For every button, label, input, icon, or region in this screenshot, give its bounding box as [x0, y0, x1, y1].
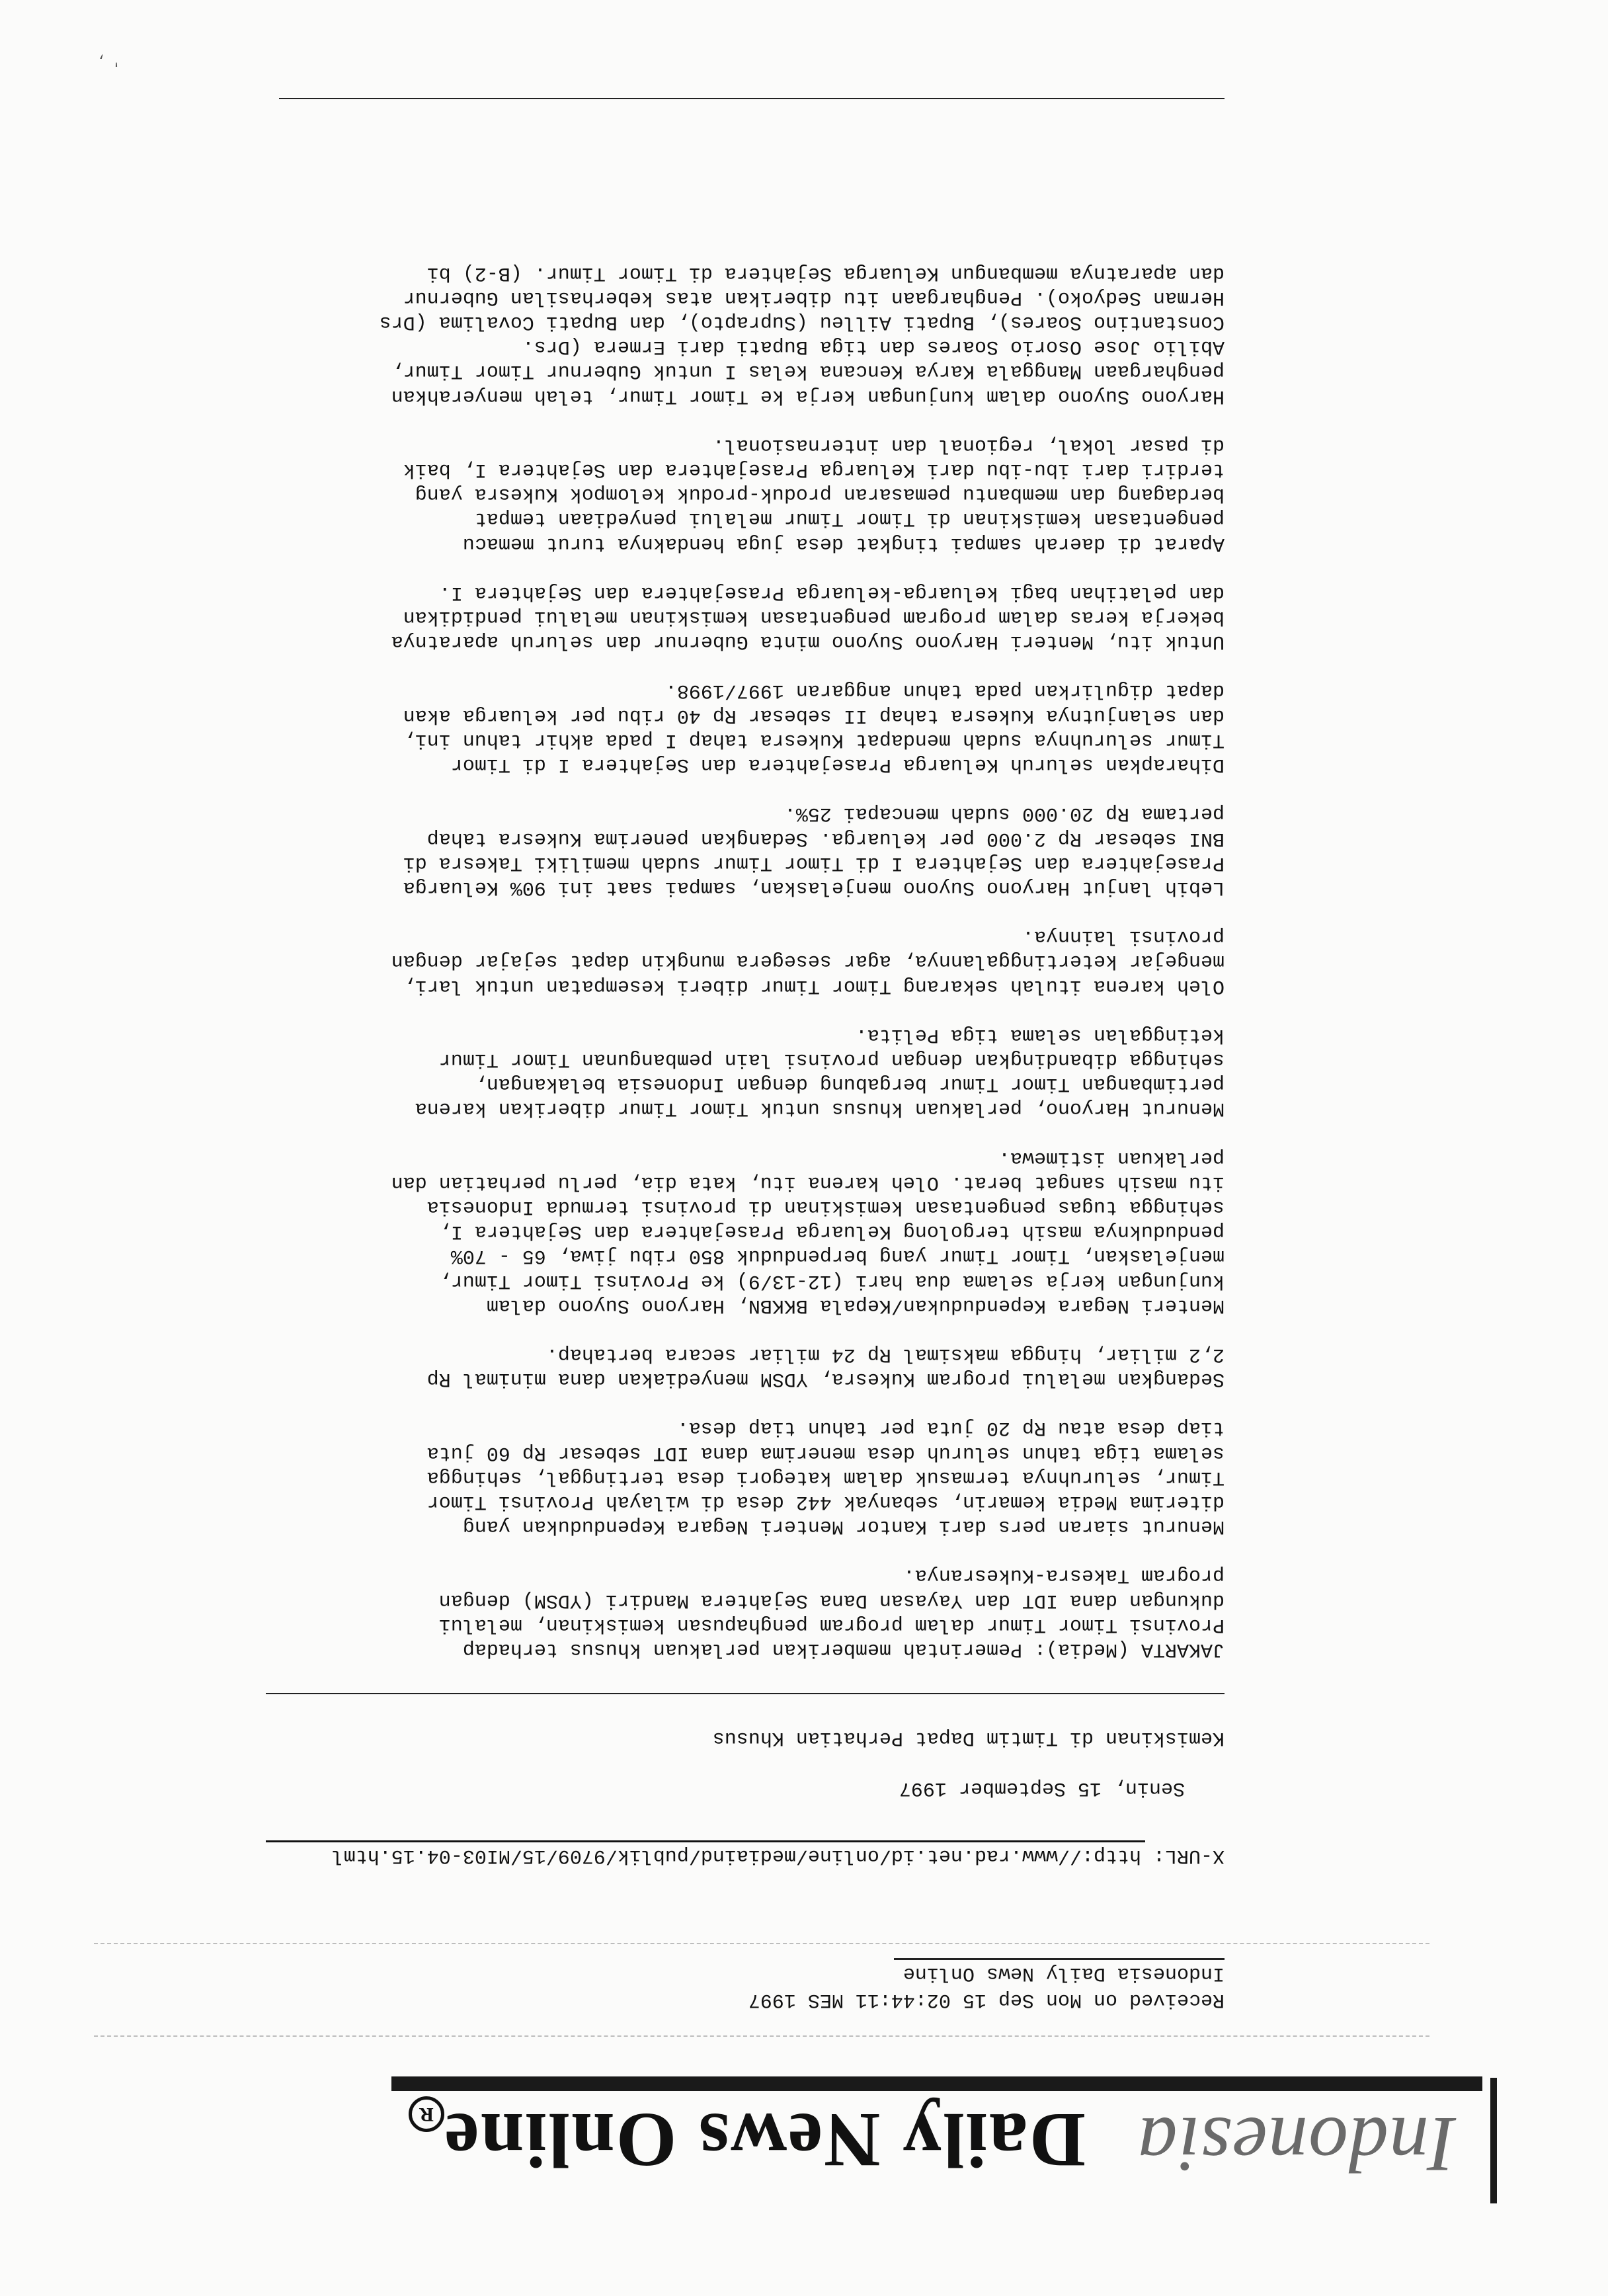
article-line: kunjungan kerja selama dua hari (12-13/9) ke Provinsi Timor Timur, — [438, 1269, 1225, 1292]
article-line: mengejar ketertinggalannya, agar sesegera mungkin dapat sejajar dengan — [391, 950, 1225, 973]
article-paragraph — [380, 924, 1225, 998]
article-line: provinsi lainnya. — [1022, 925, 1225, 948]
article-line: Menurut Haryono, perlakuan khusus untuk Timor Timur diberikan karena — [415, 1097, 1225, 1120]
article-paragraph — [380, 1145, 1225, 1317]
registered-trademark-icon: R — [409, 2096, 444, 2132]
article-line: pengentasan kemiskinan di Timor Timur melalui penyediaan tempat — [474, 507, 1225, 530]
received-line: Received on Mon Sep 15 02:44:11 MES 1997 — [748, 1988, 1225, 2011]
article-line: Menteri Negara Kependudukan/Kepala BKKBN, Haryono Suyono dalam — [486, 1293, 1225, 1317]
article-line: dan selanjutnya Kukesra tahap II sebesar Rp 40 ribu per keluarga akan — [403, 704, 1225, 727]
article-line: Constantino Soares), Bupati Ailleu (Suprapto), dan Bupati Covalima (Drs — [379, 311, 1225, 334]
article-line: Menurut siaran pers dari Kantor Menteri Negara Kependudukan yang — [462, 1515, 1225, 1538]
article-line: Oleh karena itulah sekarang Timor Timur diberi kesempatan untuk lari, — [403, 974, 1225, 997]
corner-marks: ' , — [96, 52, 120, 67]
article-line: Abilio Jose Osorio Soares dan tiga Bupati dari Ermera (Drs. — [522, 335, 1225, 358]
logo-underline-bar — [391, 2076, 1482, 2091]
article-line: ketinggalan selama tiga Pelita. — [855, 1023, 1225, 1046]
article-line: Timur, seluruhnya termasuk dalam kategori desa tertinggal, sehingga — [426, 1465, 1225, 1489]
article-line: perlakuan istimewa. — [998, 1146, 1225, 1169]
source-underline — [894, 1958, 1225, 1960]
article-line: 2,2 miliar, hingga maksimal Rp 24 miliar secara bertahap. — [545, 1342, 1225, 1366]
article-paragraph — [380, 432, 1225, 555]
article-line: bekerja keras dalam program pengentasan kemiskinan melalui pendidikan — [403, 606, 1225, 629]
article-line: program Takesra-Kukesranya. — [903, 1564, 1225, 1587]
headline-rule — [266, 1693, 1225, 1694]
masthead-left-bar — [1490, 2078, 1497, 2203]
article-line: Untuk itu, Menteri Haryono Suyono minta Gubernur dan seluruh aparatnya — [391, 630, 1225, 653]
logo-word-indonesia: Indonesia — [1137, 2101, 1456, 2189]
article-line: berdagang dan membantu pemasaran produk-produk kelompok Kukesra yang — [415, 483, 1225, 506]
article-paragraph — [380, 678, 1225, 776]
article-paragraph — [380, 1022, 1225, 1121]
article-line: penghargaan Manggala Karya Kencana kelas I untuk Gubernur Timor Timur, — [391, 360, 1225, 383]
article-line: Lebih lanjut Haryono Suyono menjelaskan, sampai saat ini 90% Keluarga — [403, 876, 1225, 899]
article-line: menjelaskan, Timor Timur yang berpenduduk 850 ribu jiwa, 65 - 70% — [450, 1245, 1225, 1268]
article-line: selama tiga tahun seluruh desa menerima dana IDT sebesar Rp 60 juta — [426, 1441, 1225, 1464]
masthead-logo — [391, 2074, 1482, 2190]
date-line: Senin, 15 September 1997 — [899, 1777, 1185, 1799]
article-paragraph — [380, 801, 1225, 899]
article-paragraph — [380, 1342, 1225, 1391]
article-line: Provinsi Timor Timur dalam program penghapusan kemiskinan, melalui — [438, 1613, 1225, 1636]
article-line: pertama Rp 20.000 sudah mencapai 25%. — [784, 802, 1225, 825]
headline: Kemiskinan di Timtim Dapat Perhatian Khusus — [712, 1727, 1225, 1749]
article-line: terdiri dari ibu-ibu dari Keluarga Prasejahtera dan Sejahtera I, baik — [403, 458, 1225, 481]
article-line: pertimbangan Timor Timur bergabung dengan Indonesia belakangan, — [474, 1073, 1225, 1096]
article-line: dukungan dana IDT dan Yayasan Dana Sejahtera Mandiri (YDSM) dengan — [438, 1588, 1225, 1612]
url-line: X-URL: http://www.rad.net.id/online/mediaind/publik/9709/15/MI03-04.15.html — [331, 1844, 1225, 1867]
article-line: Diharapkan seluruh Keluarga Prasejahtera dan Sejahtera I di Timor — [450, 753, 1225, 776]
article-paragraph — [380, 1415, 1225, 1538]
article-line: BNI sebesar Rp 2.000 per keluarga. Sedangkan penerima Kukesra tahap — [426, 827, 1225, 850]
source-line: Indonesia Daily News Online — [903, 1962, 1225, 1985]
article-line: Aparat di daerah sampai tingkat desa juga hendaknya turut memacu — [462, 532, 1225, 555]
article-paragraph — [380, 580, 1225, 654]
article-paragraph — [380, 260, 1225, 407]
article-paragraph — [380, 1563, 1225, 1661]
article-body — [380, 235, 1225, 1661]
article-line: dan aparatnya membangun Keluarga Sejahtera di Timor Timur. (B-2) bi — [426, 261, 1225, 284]
article-line: tiap desa atau Rp 20 juta per tahun tiap desa. — [676, 1416, 1225, 1440]
article-line: Prasejahtera dan Sejahtera I di Timor Timur sudah memiliki Takesra di — [403, 851, 1225, 874]
url-underline — [266, 1840, 1145, 1842]
article-line: JAKARTA (Media): Pemerintah memberikan perlakuan khusus terhadap — [462, 1638, 1225, 1660]
article-line: penduduknya masih tergolong Keluarga Prasejahtera dan Sejahtera I, — [438, 1220, 1225, 1243]
article-line: sehingga dibandingkan dengan provinsi lain pembangunan Timor Timur — [438, 1047, 1225, 1071]
article-line: dapat digulirkan pada tahun anggaran 1997/1998. — [664, 679, 1225, 702]
article-line: Timur seluruhnya sudah mendapat Kukesra tahap I pada akhir tahun ini, — [403, 728, 1225, 751]
logo-word-daily-news-online: Daily News Online — [443, 2097, 1086, 2184]
article-line: Herman Sedyoko). Penghargaan itu diberikan atas keberhasilan Gubernur — [403, 286, 1225, 309]
article-line: di pasar lokal, regional dan internasional. — [712, 433, 1225, 456]
article-line: dan pelatihan bagi keluarga-keluarga Prasejahtera dan Sejahtera I. — [438, 581, 1225, 604]
article-line: Sedangkan melalui program Kukesra, YDSM menyediakan dana minimal Rp — [426, 1368, 1225, 1391]
article-line: Haryono Suyono dalam kunjungan kerja ke Timor Timur, telah menyerahkan — [391, 384, 1225, 407]
article-line: itu masih sangat berat. Oleh karena itu, kata dia, perlu perhatian dan — [391, 1170, 1225, 1194]
dotted-separator-top — [94, 2035, 1429, 2037]
article-line: diterima Media kemarin, sebanyak 442 desa di wilayah Provinsi Timor — [426, 1490, 1225, 1513]
article-line: sehingga tugas pengentasan kemiskinan di provinsi termuda Indonesia — [426, 1195, 1225, 1218]
footer-rule — [279, 98, 1225, 99]
dotted-separator-bottom — [94, 1943, 1429, 1944]
